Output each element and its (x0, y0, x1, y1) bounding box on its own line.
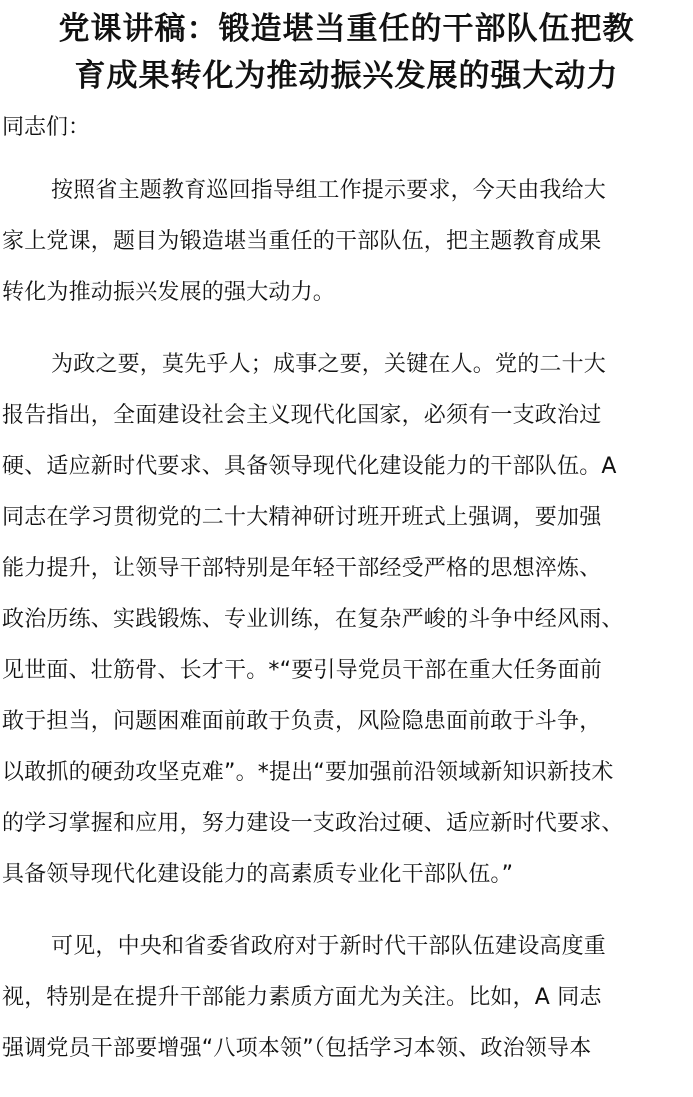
title-line: 党课讲稿：锻造堪当重任的干部队伍把教 (58, 11, 635, 47)
paragraph-2 (0, 339, 693, 900)
title-line: 育成果转化为推动振兴发展的强大动力 (74, 58, 619, 94)
paragraph-line: 见世面、壮筋骨、长才干。*“要引导党员干部在重大任务面前 (2, 658, 602, 683)
paragraph-line: 家上党课，题目为锻造堪当重任的干部队伍，把主题教育成果 (2, 229, 602, 254)
paragraph-line: 的学习掌握和应用，努力建设一支政治过硬、适应新时代要求、 (2, 811, 624, 836)
paragraph-line: 按照省主题教育巡回指导组工作提示要求，今天由我给大 (51, 178, 607, 203)
paragraph-3 (0, 921, 693, 1074)
greeting: 同志们： (2, 115, 91, 140)
paragraph-line: 政治历练、实践锻炼、专业训练，在复杂严峻的斗争中经风雨、 (2, 607, 624, 632)
paragraph-line: 可见，中央和省委省政府对于新时代干部队伍建设高度重 (51, 934, 607, 959)
paragraph-line: 硬、适应新时代要求、具备领导现代化建设能力的干部队伍。A (2, 454, 617, 479)
paragraph-1 (0, 165, 693, 318)
paragraph-line: 同志在学习贯彻党的二十大精神研讨班开班式上强调，要加强 (2, 505, 602, 530)
paragraph-line: 报告指出，全面建设社会主义现代化国家，必须有一支政治过 (2, 403, 602, 428)
document-title (0, 0, 693, 100)
paragraph-line: 敢于担当，问题困难面前敢于负责，风险隐患面前敢于斗争， (2, 709, 602, 734)
paragraph-line: 能力提升，让领导干部特别是年轻干部经受严格的思想淬炼、 (2, 556, 602, 581)
paragraph-line: 视，特别是在提升干部能力素质方面尤为关注。比如，A 同志 (2, 985, 602, 1010)
paragraph-line: 为政之要，莫先乎人；成事之要，关键在人。党的二十大 (51, 352, 607, 377)
paragraph-line: 以敢抓的硬劲攻坚克难”。*提出“要加强前沿领域新知识新技术 (2, 760, 614, 785)
paragraph-line: 强调党员干部要增强“八项本领”（包括学习本领、政治领导本 (2, 1036, 592, 1061)
paragraph-line: 具备领导现代化建设能力的高素质专业化干部队伍。” (2, 862, 514, 887)
paragraph-line: 转化为推动振兴发展的强大动力。 (2, 280, 336, 305)
